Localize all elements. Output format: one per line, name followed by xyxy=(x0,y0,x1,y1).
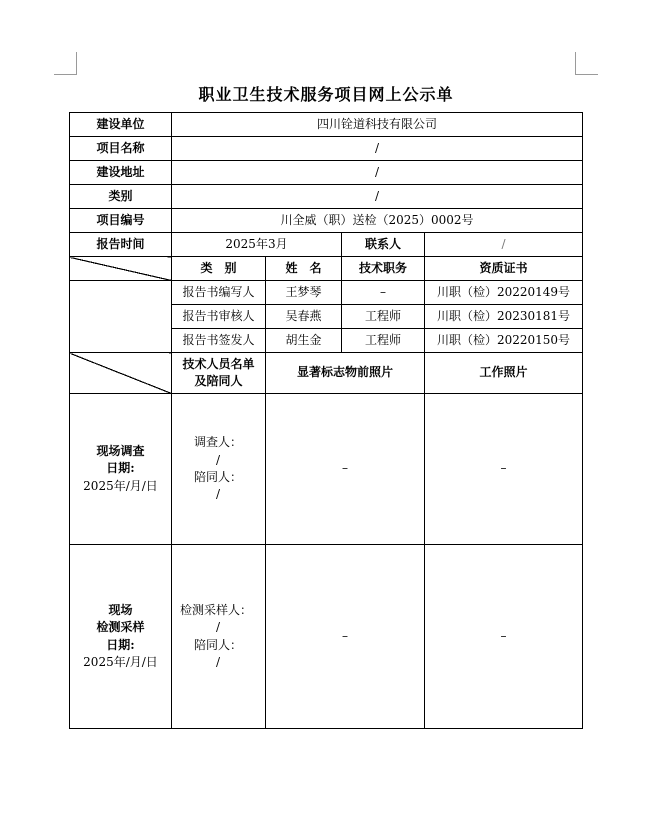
staff-role: 报告书审核人 xyxy=(172,305,266,329)
row-project-name xyxy=(70,137,583,161)
value-contact: / xyxy=(425,233,583,257)
value-address: / xyxy=(172,161,583,185)
staff-cert: 川职（检）20230181号 xyxy=(425,305,583,329)
row-category xyxy=(70,185,583,209)
row-sampling xyxy=(70,545,583,729)
header-name: 姓 名 xyxy=(266,257,342,281)
label-unit: 建设单位 xyxy=(70,113,172,137)
value-project-no: 川全威（职）送检（2025）0002号 xyxy=(172,209,583,233)
sampling-label: 现场 检测采样 日期: 2025年/月/日 xyxy=(70,545,172,729)
disclosure-form-table xyxy=(69,112,583,729)
staff-role: 报告书编写人 xyxy=(172,281,266,305)
label-project-name: 项目名称 xyxy=(70,137,172,161)
row-survey xyxy=(70,394,583,545)
sampling-people: 检测采样人： / 陪同人： / xyxy=(172,545,266,729)
label-project-no: 项目编号 xyxy=(70,209,172,233)
value-report-time: 2025年3月 xyxy=(172,233,342,257)
staff-title: 工程师 xyxy=(342,329,425,353)
value-unit: 四川铨道科技有限公司 xyxy=(172,113,583,137)
header-title: 技术职务 xyxy=(342,257,425,281)
header-landmark-photo: 显著标志物前照片 xyxy=(266,353,425,394)
staff-role: 报告书签发人 xyxy=(172,329,266,353)
label-address: 建设地址 xyxy=(70,161,172,185)
row-staff-header xyxy=(70,257,583,281)
value-project-name: / xyxy=(172,137,583,161)
label-contact: 联系人 xyxy=(342,233,425,257)
staff-title: – xyxy=(342,281,425,305)
label-category: 类别 xyxy=(70,185,172,209)
row-unit xyxy=(70,113,583,137)
corner-mark-top-right xyxy=(575,52,598,75)
row-project-no xyxy=(70,209,583,233)
survey-landmark-photo: – xyxy=(266,394,425,545)
blank-merged-cell xyxy=(70,281,172,353)
sampling-work-photo: – xyxy=(425,545,583,729)
row-address xyxy=(70,161,583,185)
row-staff-1 xyxy=(70,281,583,305)
staff-title: 工程师 xyxy=(342,305,425,329)
header-staff-list: 技术人员名单 及陪同人 xyxy=(172,353,266,394)
staff-name: 胡生金 xyxy=(266,329,342,353)
diagonal-cell xyxy=(70,353,172,394)
survey-label: 现场调查 日期: 2025年/月/日 xyxy=(70,394,172,545)
sampling-landmark-photo: – xyxy=(266,545,425,729)
staff-name: 王梦琴 xyxy=(266,281,342,305)
label-report-time: 报告时间 xyxy=(70,233,172,257)
corner-mark-top-left xyxy=(54,52,77,75)
staff-cert: 川职（检）20220149号 xyxy=(425,281,583,305)
value-category: / xyxy=(172,185,583,209)
header-role: 类 别 xyxy=(172,257,266,281)
row-photo-header xyxy=(70,353,583,394)
document-title: 职业卫生技术服务项目网上公示单 xyxy=(198,85,454,104)
staff-cert: 川职（检）20220150号 xyxy=(425,329,583,353)
survey-work-photo: – xyxy=(425,394,583,545)
diagonal-cell xyxy=(70,257,172,281)
row-report-time xyxy=(70,233,583,257)
staff-name: 吴春燕 xyxy=(266,305,342,329)
survey-people: 调查人： / 陪同人： / xyxy=(172,394,266,545)
header-cert: 资质证书 xyxy=(425,257,583,281)
header-work-photo: 工作照片 xyxy=(425,353,583,394)
